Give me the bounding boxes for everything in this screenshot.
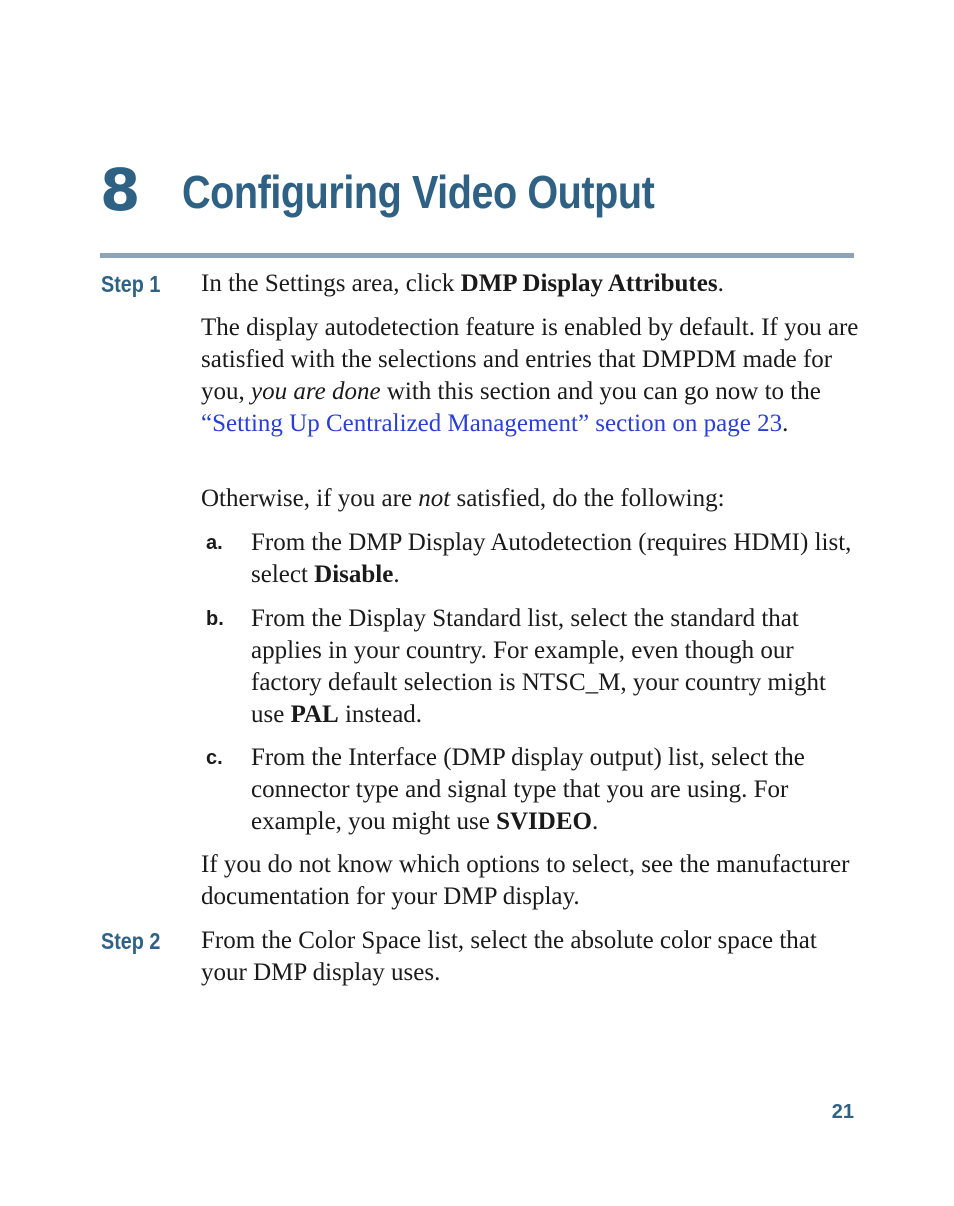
substep-c-body: From the Interface (DMP display output) list, select the connector type and signal type that you are using. For example, you might use (251, 744, 805, 835)
substep-a-end: . (393, 561, 400, 588)
chapter-title: Configuring Video Output (182, 166, 655, 218)
substep-b-bold: PAL (290, 701, 339, 728)
step-1-intro-bold: DMP Display Attributes (460, 270, 718, 297)
substep-c-label: c. (206, 747, 223, 769)
substep-c-text (251, 742, 861, 838)
step-1-paragraph-2 (201, 483, 861, 515)
step-1-paragraph-1 (201, 312, 861, 440)
step-1-p1-italic: you are done (251, 378, 381, 405)
substep-c-bold: SVIDEO (496, 808, 592, 835)
substep-c-end: . (591, 808, 599, 835)
step-1-intro-text: In the Settings area, click (201, 270, 461, 297)
chapter-number: 8 (100, 156, 141, 224)
step-1-intro-end: . (717, 270, 724, 297)
step-1-intro (201, 268, 861, 300)
step-1-p2-part2: satisfied, do the following: (450, 485, 725, 512)
step-1-p2-part1: Otherwise, if you are (201, 485, 419, 512)
step-1-p1-end: . (782, 410, 789, 437)
substep-b-text (251, 603, 861, 731)
chapter-header (100, 150, 854, 230)
substep-a-label: a. (206, 532, 223, 554)
substep-a-text (251, 527, 861, 591)
step-1-p2-italic: not (418, 485, 451, 512)
substep-a-body: From the DMP Display Autodetection (requires HDMI) list, select (251, 529, 852, 588)
step-1-label: Step 1 (101, 271, 161, 297)
substep-b-label: b. (206, 608, 224, 630)
cross-reference-link[interactable]: “Setting Up Centralized Management” section on page 23 (201, 410, 783, 437)
heading-rule (100, 253, 854, 258)
substep-b-body: From the Display Standard list, select the standard that applies in your country. For example, even though our factory default selection is NTSC_M, your country might use (251, 605, 826, 728)
step-1-closing: If you do not know which options to select, see the manufacturer documentation for your DMP display. (201, 851, 850, 910)
step-2-label: Step 2 (101, 928, 161, 954)
step-1-p1-part1: The display autodetection feature is enabled by default. If you are satisfied with the selections and entries that DMPDM made for you, (201, 314, 859, 405)
step-1-p1-part2: with this section and you can go now to the (380, 378, 821, 405)
substep-b-end: instead. (338, 701, 423, 728)
page-number: 21 (831, 1101, 854, 1123)
substep-a-bold: Disable (314, 561, 394, 588)
step-2-text: From the Color Space list, select the absolute color space that your DMP display uses. (201, 927, 817, 986)
